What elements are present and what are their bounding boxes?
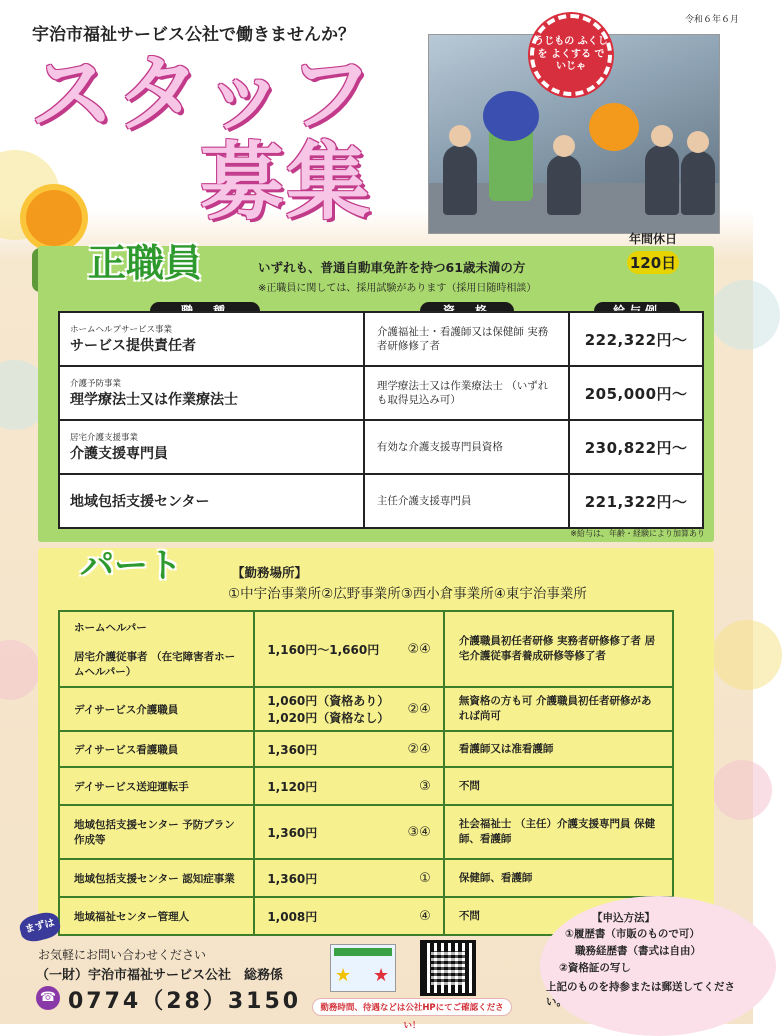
person-head — [553, 135, 575, 157]
inquiry-text: お気軽にお問い合わせください — [38, 948, 207, 962]
star-icon: ★ — [373, 965, 390, 986]
table-row — [59, 312, 703, 366]
work-location-list: ①中宇治事業所②広野事業所③西小倉事業所④東宇治事業所 — [228, 586, 587, 602]
qualification-cell: 不問 — [444, 767, 673, 805]
location-codes: ③ — [419, 778, 431, 794]
hourly-wage: 1,360円 — [267, 825, 318, 840]
fulltime-requirement: いずれも、普通自動車免許を持つ61歳未満の方 — [258, 260, 526, 275]
qualification-cell: 理学療法士又は作業療法士 （いずれも取得見込み可） — [364, 366, 569, 420]
job-title: 理学療法士又は作業療法士 — [70, 392, 238, 408]
table-row — [59, 805, 673, 859]
qualification-cell: 不問 — [444, 897, 673, 935]
wage-qualified: 1,060円（資格あり） — [267, 694, 390, 708]
wage-cell — [254, 731, 444, 767]
job-cell: 地域包括支援センター 認知症事業 — [59, 859, 254, 897]
job-cell — [59, 366, 364, 420]
qualification-cell: 無資格の方も可 介護職員初任者研修があれば尚可 — [444, 687, 673, 731]
person-figure — [681, 151, 715, 215]
salary-cell: 205,000円～ — [569, 366, 703, 420]
hourly-wage: 1,360円 — [267, 742, 318, 757]
person-head — [687, 131, 709, 153]
qualification-cell: 介護職員初任者研修 実務者研修修了者 居宅介護従事者養成研修等修了者 — [444, 611, 673, 687]
job-cell — [59, 474, 364, 528]
table-row — [59, 767, 673, 805]
qr-code-icon[interactable] — [420, 940, 476, 996]
slogan-seal: うじもの ふくしを よくする でいじゃ — [530, 14, 612, 96]
job-cell: デイサービス看護職員 — [59, 731, 254, 767]
location-codes: ① — [419, 870, 431, 886]
wage-cell — [254, 687, 444, 731]
phone-number[interactable]: 0774（28）3150 — [68, 989, 302, 1014]
location-codes: ②④ — [407, 641, 431, 657]
holiday-value: 120日 — [627, 251, 679, 274]
fulltime-title: 正職員 — [88, 241, 203, 285]
application-item: 職務経歴書（書式は自由） — [575, 945, 701, 957]
salary-cell: 221,322円～ — [569, 474, 703, 528]
hourly-wage — [267, 692, 389, 726]
website-notice: 勤務時間、待遇などは公社HPにてご確認ください！ — [312, 998, 512, 1016]
qualification-cell: 有効な介護支援専門員資格 — [364, 420, 569, 474]
first-badge: まずは — [17, 910, 62, 945]
flower-decoration — [0, 640, 40, 700]
job-title: ホームヘルパー — [74, 621, 147, 634]
person-head — [449, 125, 471, 147]
organization-name: （一財）宇治市福祉サービス公社 総務係 — [36, 968, 284, 983]
table-row — [59, 859, 673, 897]
work-location-label: 【勤務場所】 — [232, 565, 308, 580]
hourly-wage: 1,120円 — [267, 779, 318, 794]
title-recruitment: 募集 — [200, 133, 373, 231]
badge-strip — [334, 948, 392, 956]
qualification-cell: 保健師、看護師 — [444, 859, 673, 897]
fulltime-exam-note: ※正職員に関しては、採用試験があります（採用日随時相談） — [258, 283, 537, 294]
hourly-wage: 1,360円 — [267, 871, 318, 886]
sunflower-face — [26, 190, 82, 246]
location-codes: ④ — [419, 908, 431, 924]
salary-cell: 230,822円～ — [569, 420, 703, 474]
wage-cell — [254, 897, 444, 935]
mascot-head — [483, 91, 539, 141]
wage-cell — [254, 611, 444, 687]
holiday-label: 年間休日 — [628, 232, 677, 246]
person-figure — [443, 145, 477, 215]
qualification-cell: 主任介護支援専門員 — [364, 474, 569, 528]
hourly-wage: 1,008円 — [267, 909, 318, 924]
job-cell — [59, 611, 254, 687]
job-cell: 地域福祉センター管理人 — [59, 897, 254, 935]
business-name: ホームヘルプサービス事業 — [70, 325, 173, 335]
flower-decoration — [710, 280, 780, 350]
business-name: 介護予防事業 — [70, 379, 122, 389]
table-row — [59, 731, 673, 767]
job-cell — [59, 312, 364, 366]
business-name: 居宅介護支援事業 — [70, 433, 139, 443]
person-head — [651, 125, 673, 147]
job-title-secondary: 居宅介護従事者 （在宅障害者ホームヘルパー） — [74, 650, 236, 678]
person-figure — [547, 155, 581, 215]
job-cell — [59, 420, 364, 474]
star-icon: ★ — [335, 965, 352, 986]
job-cell: 地域包括支援センター 予防プラン作成等 — [59, 805, 254, 859]
salary-footnote: ※給与は、年齢・経験により加算あり — [570, 529, 705, 538]
wage-cell — [254, 767, 444, 805]
job-title: 地域包括支援センター — [70, 494, 210, 510]
table-row — [59, 420, 703, 474]
wage-cell — [254, 859, 444, 897]
qualification-cell: 看護師又は准看護師 — [444, 731, 673, 767]
application-title: 【申込方法】 — [592, 912, 655, 924]
sunflower-mascot-head — [589, 103, 639, 151]
annual-holidays — [614, 230, 692, 280]
headline: 宇治市福祉サービス公社で働きませんか？ — [32, 25, 355, 45]
table-row — [59, 474, 703, 528]
hourly-wage: 1,160円～1,660円 — [267, 642, 380, 657]
location-codes: ③④ — [407, 824, 431, 840]
job-cell: デイサービス送迎運転手 — [59, 767, 254, 805]
job-title: サービス提供責任者 — [70, 338, 196, 354]
flower-decoration — [712, 620, 782, 690]
certification-badge-icon — [330, 944, 396, 992]
wage-cell — [254, 805, 444, 859]
table-row — [59, 366, 703, 420]
fulltime-table — [58, 311, 704, 529]
issue-date: 令和６年６月 — [684, 15, 739, 25]
phone-icon: ☎ — [36, 986, 60, 1010]
location-codes: ②④ — [407, 741, 431, 757]
person-figure — [645, 145, 679, 215]
job-cell: デイサービス介護職員 — [59, 687, 254, 731]
wage-unqualified: 1,020円（資格なし） — [267, 711, 390, 725]
title-staff: スタッフ — [30, 45, 375, 143]
application-item: ①履歴書（市販のもので可） — [565, 928, 700, 940]
table-row — [59, 687, 673, 731]
qualification-cell: 社会福祉士 （主任）介護支援専門員 保健師、看護師 — [444, 805, 673, 859]
table-row — [59, 611, 673, 687]
parttime-table — [58, 610, 674, 936]
application-instruction: 上記のものを持参または郵送してください。 — [546, 981, 735, 1008]
parttime-title: パート — [80, 546, 182, 586]
location-codes: ②④ — [407, 701, 431, 717]
flower-decoration — [712, 760, 772, 820]
application-item: ②資格証の写し — [559, 962, 631, 974]
salary-cell: 222,322円～ — [569, 312, 703, 366]
job-title: 介護支援専門員 — [70, 446, 168, 462]
qualification-cell: 介護福祉士・看護師又は保健師 実務者研修修了者 — [364, 312, 569, 366]
